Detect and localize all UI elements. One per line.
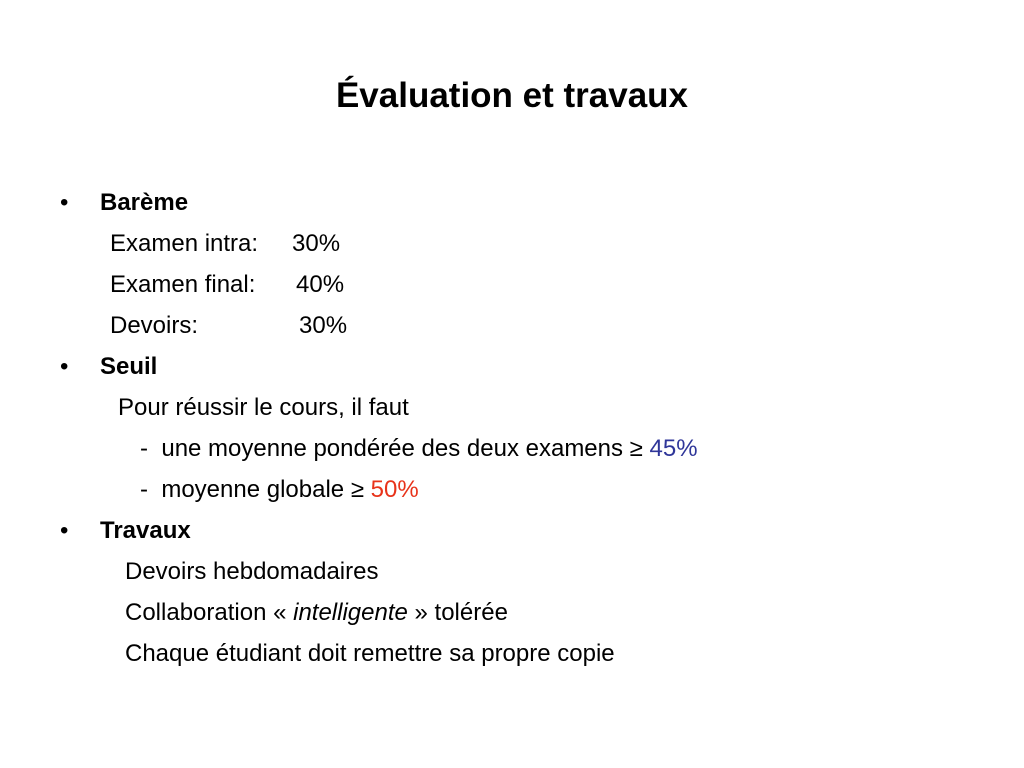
- seuil-item-2-value: 50%: [370, 476, 419, 503]
- bareme-intra-label: Examen intra:: [110, 230, 259, 257]
- seuil-item-1-text: une moyenne pondérée des deux examens ≥: [161, 435, 650, 462]
- bullet-seuil: •: [60, 353, 69, 380]
- travaux-devoirs: Devoirs hebdomadaires: [125, 558, 379, 585]
- bareme-devoirs-value: 30%: [299, 312, 348, 339]
- travaux-collaboration: [125, 598, 508, 628]
- bareme-final-label: Examen final:: [110, 271, 256, 298]
- collaboration-after: » tolérée: [407, 599, 508, 626]
- heading-bareme: Barème: [100, 189, 189, 216]
- dash: -: [140, 435, 148, 462]
- bullet-travaux: •: [60, 517, 69, 544]
- travaux-copie: Chaque étudiant doit remettre sa propre copie: [125, 640, 615, 667]
- heading-seuil: Seuil: [100, 353, 158, 380]
- heading-travaux: Travaux: [100, 517, 191, 544]
- collaboration-before: Collaboration «: [125, 599, 294, 626]
- bareme-intra-value: 30%: [292, 230, 341, 257]
- seuil-intro: Pour réussir le cours, il faut: [118, 394, 409, 421]
- seuil-item-1: [140, 434, 698, 464]
- seuil-item-2: [140, 475, 419, 505]
- bullet-bareme: •: [60, 189, 69, 216]
- bareme-final-value: 40%: [296, 271, 345, 298]
- seuil-item-1-value: 45%: [649, 435, 698, 462]
- dash: -: [140, 476, 148, 503]
- seuil-item-2-text: moyenne globale ≥: [161, 476, 371, 503]
- bareme-devoirs-label: Devoirs:: [110, 312, 199, 339]
- slide-title: Évaluation et travaux: [335, 76, 689, 115]
- collaboration-emphasis: intelligente: [293, 599, 408, 626]
